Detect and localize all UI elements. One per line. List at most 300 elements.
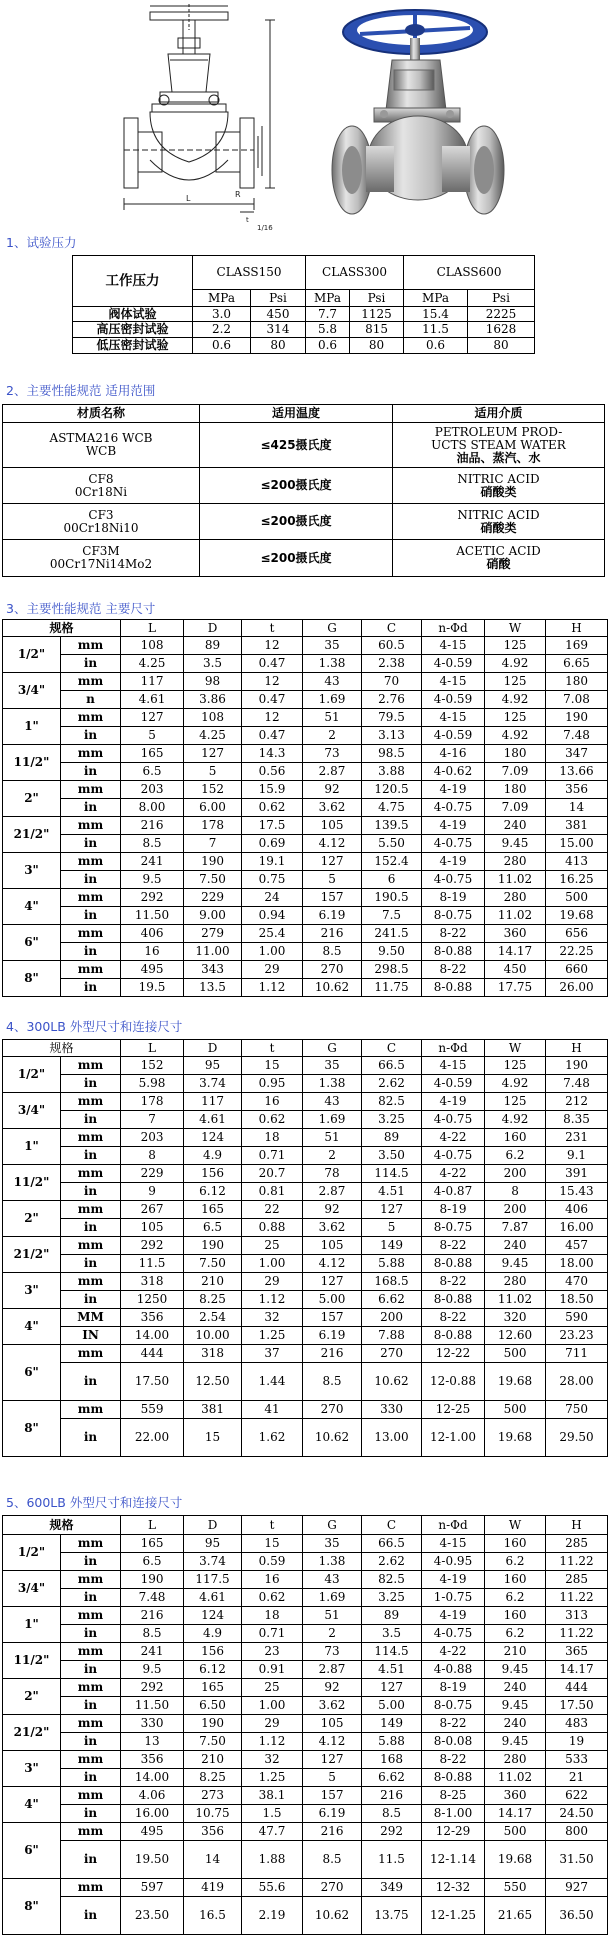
size-label: 2": [3, 1679, 61, 1715]
size-label: 11/2": [3, 1165, 61, 1201]
cell: 18.00: [546, 1255, 608, 1273]
cell: 1.38: [303, 1075, 362, 1093]
size-label: 3/4": [3, 673, 61, 709]
cell: 24.50: [546, 1805, 608, 1823]
cell: 6.19: [303, 1327, 362, 1345]
cell: 0.62: [242, 1111, 303, 1129]
cell: 7.5: [362, 907, 422, 925]
cell: 9.5: [121, 1661, 184, 1679]
unit-label: in: [61, 763, 121, 781]
cell: 5: [303, 1769, 362, 1787]
cell: 0.88: [242, 1219, 303, 1237]
cell: 21.65: [485, 1897, 546, 1935]
cell: 356: [184, 1823, 242, 1841]
cell: 8-0.08: [422, 1733, 485, 1751]
cell: 12-32: [422, 1879, 485, 1897]
cell: 51: [303, 709, 362, 727]
unit-label: in: [61, 799, 121, 817]
unit-psi: Psi: [251, 290, 306, 307]
unit-mpa: MPa: [193, 290, 251, 307]
table-row: [3, 1625, 608, 1643]
table-row: [3, 961, 608, 979]
cell: 29.50: [546, 1419, 608, 1457]
unit-label: IN: [61, 1327, 121, 1345]
table-row: [3, 1291, 608, 1309]
cell: 32: [242, 1309, 303, 1327]
cell: 4-0.87: [422, 1183, 485, 1201]
size-label: 21/2": [3, 1715, 61, 1751]
col-header-g: G: [303, 1516, 362, 1535]
cell: 216: [303, 1345, 362, 1363]
cell: 0.71: [242, 1625, 303, 1643]
row-name: 高压密封试验: [73, 322, 193, 338]
col-header-t: t: [242, 1040, 303, 1057]
cell: 11.22: [546, 1589, 608, 1607]
cell: 8-19: [422, 1679, 485, 1697]
table-row: [73, 307, 535, 322]
unit-label: mm: [61, 1237, 121, 1255]
test-pressure-table: [72, 255, 535, 354]
table-row: [3, 1879, 608, 1897]
cell: 8.35: [546, 1111, 608, 1129]
size-label: 3": [3, 1273, 61, 1309]
cell: 190: [184, 1715, 242, 1733]
cell: 750: [546, 1401, 608, 1419]
table-row: [73, 322, 535, 338]
table-row: [3, 1535, 608, 1553]
cell: 0.91: [242, 1661, 303, 1679]
cell: 5.98: [121, 1075, 184, 1093]
cell: 7.87: [485, 1219, 546, 1237]
cell: 3.50: [362, 1147, 422, 1165]
cell: 1.69: [303, 691, 362, 709]
cell: 0.59: [242, 1553, 303, 1571]
cell: 216: [121, 1607, 184, 1625]
cell: 1628: [468, 322, 535, 338]
cell: 3.25: [362, 1589, 422, 1607]
cell: 210: [184, 1273, 242, 1291]
cell: 180: [485, 781, 546, 799]
col-header-t: t: [242, 1516, 303, 1535]
cell: 559: [121, 1401, 184, 1419]
cell: 7.50: [184, 1733, 242, 1751]
table-row: [3, 709, 608, 727]
cell: 2225: [468, 307, 535, 322]
cell: 157: [303, 889, 362, 907]
cell: 280: [485, 853, 546, 871]
cell: 4.51: [362, 1183, 422, 1201]
cell: 127: [184, 745, 242, 763]
cell: 4-0.75: [422, 1625, 485, 1643]
cell: 92: [303, 1679, 362, 1697]
cell: 280: [485, 1273, 546, 1291]
cell: 4.92: [485, 1111, 546, 1129]
medium-cn: 油品、蒸汽、水: [456, 450, 541, 465]
unit-label: in: [61, 1625, 121, 1643]
cell: 14: [184, 1841, 242, 1879]
cell: 6.65: [546, 655, 608, 673]
spec-header: 规格: [3, 1040, 121, 1057]
unit-label: in: [61, 655, 121, 673]
cell: 5.88: [362, 1733, 422, 1751]
cell: 6.62: [362, 1769, 422, 1787]
cell: 9.00: [184, 907, 242, 925]
col-header-n-phi-d: n-Φd: [422, 1040, 485, 1057]
cell: 4.75: [362, 799, 422, 817]
size-label: 8": [3, 1401, 61, 1457]
cell: 35: [303, 1535, 362, 1553]
table-row: [3, 1327, 608, 1345]
unit-label: n: [61, 691, 121, 709]
cell: 8-0.88: [422, 943, 485, 961]
cell: 17.50: [546, 1697, 608, 1715]
cell: 5.50: [362, 835, 422, 853]
cell: 2.87: [303, 1661, 362, 1679]
cell: 8-0.88: [422, 1769, 485, 1787]
cell: 117: [184, 1093, 242, 1111]
cell: 12-22: [422, 1345, 485, 1363]
col-header-d: D: [184, 620, 242, 637]
cell: 8.5: [121, 1625, 184, 1643]
cell: 8-22: [422, 961, 485, 979]
cell: 800: [546, 1823, 608, 1841]
cell: 4.61: [121, 691, 184, 709]
cell: 241: [121, 853, 184, 871]
table-row: [3, 817, 608, 835]
cell: 16.00: [546, 1219, 608, 1237]
cell: 9.1: [546, 1147, 608, 1165]
cell: 4-0.75: [422, 1111, 485, 1129]
medium: PETROLEUM PROD-: [434, 424, 563, 439]
cell: 37: [242, 1345, 303, 1363]
cell: 105: [303, 817, 362, 835]
cell: 92: [303, 781, 362, 799]
cell: 13.00: [362, 1419, 422, 1457]
cell: 495: [121, 1823, 184, 1841]
col-header-d: D: [184, 1516, 242, 1535]
cell: 4-15: [422, 673, 485, 691]
cell: 7.7: [306, 307, 350, 322]
material-name: CF3: [88, 507, 114, 522]
cell: 6.2: [485, 1147, 546, 1165]
cell: 200: [362, 1309, 422, 1327]
unit-label: in: [61, 1897, 121, 1935]
cell: 240: [485, 1715, 546, 1733]
cell: 11.50: [121, 907, 184, 925]
cell: 18.50: [546, 1291, 608, 1309]
cell: 229: [184, 889, 242, 907]
cell: 8-0.75: [422, 1219, 485, 1237]
cell: 13.5: [184, 979, 242, 997]
cell: 6.2: [485, 1553, 546, 1571]
unit-label: mm: [61, 889, 121, 907]
cell: 4-0.59: [422, 727, 485, 745]
table-row: [3, 1093, 608, 1111]
valve-technical-drawing: [124, 4, 275, 212]
class150-header: CLASS150: [193, 256, 306, 290]
unit-label: mm: [61, 1607, 121, 1625]
cell: 12-0.88: [422, 1363, 485, 1401]
unit-label: in: [61, 1769, 121, 1787]
unit-label: mm: [61, 1201, 121, 1219]
cell: 125: [485, 673, 546, 691]
cell: 9.45: [485, 1661, 546, 1679]
unit-label: mm: [61, 1093, 121, 1111]
cell: 4-0.75: [422, 799, 485, 817]
cell: 660: [546, 961, 608, 979]
cell: 4-22: [422, 1643, 485, 1661]
table-row: [3, 1255, 608, 1273]
cell: 0.69: [242, 835, 303, 853]
cell: 8-22: [422, 1273, 485, 1291]
600lb-dimension-table: [2, 1515, 608, 1935]
cell: 406: [121, 925, 184, 943]
cell: 11.5: [404, 322, 468, 338]
cell: 8-22: [422, 925, 485, 943]
cell: 2.87: [303, 763, 362, 781]
cell: 190.5: [362, 889, 422, 907]
cell: 4.12: [303, 1733, 362, 1751]
cell: 8-22: [422, 1309, 485, 1327]
unit-label: mm: [61, 673, 121, 691]
cell: 4-0.59: [422, 691, 485, 709]
col-header-l: L: [121, 1040, 184, 1057]
cell: 285: [546, 1571, 608, 1589]
cell: 8.5: [362, 1805, 422, 1823]
cell: 152: [121, 1057, 184, 1075]
cell: 8-0.75: [422, 1697, 485, 1715]
size-label: 8": [3, 1879, 61, 1935]
size-label: 1/2": [3, 637, 61, 673]
table-row: [3, 943, 608, 961]
cell: 7.50: [184, 871, 242, 889]
col-header-c: C: [362, 620, 422, 637]
unit-label: in: [61, 1553, 121, 1571]
table-row: [3, 1769, 608, 1787]
cell: 22.25: [546, 943, 608, 961]
cell: 7.88: [362, 1327, 422, 1345]
cell: 149: [362, 1237, 422, 1255]
cell: 28.00: [546, 1363, 608, 1401]
col-header-h: H: [546, 1040, 608, 1057]
size-label: 21/2": [3, 817, 61, 853]
cell: 285: [546, 1535, 608, 1553]
size-label: 3/4": [3, 1571, 61, 1607]
size-label: 4": [3, 889, 61, 925]
cell: 17.50: [121, 1363, 184, 1401]
cell: 0.6: [306, 338, 350, 354]
cell: 6.62: [362, 1291, 422, 1309]
col-header-w: W: [485, 1516, 546, 1535]
medium-cn: 硝酸类: [480, 520, 517, 535]
cell: 4-0.59: [422, 655, 485, 673]
cell: 4.92: [485, 691, 546, 709]
cell: 8.25: [184, 1769, 242, 1787]
cell: 11.00: [184, 943, 242, 961]
size-label: 1": [3, 709, 61, 745]
cell: 8-19: [422, 889, 485, 907]
table-row: [3, 925, 608, 943]
cell: 32: [242, 1751, 303, 1769]
cell: 127: [303, 1273, 362, 1291]
size-label: 8": [3, 961, 61, 997]
size-label: 6": [3, 1345, 61, 1401]
cell: 4-15: [422, 1535, 485, 1553]
cell: 165: [184, 1679, 242, 1697]
cell: 139.5: [362, 817, 422, 835]
cell: 15.43: [546, 1183, 608, 1201]
drawing-label-r: R: [235, 190, 241, 199]
cell: 210: [485, 1643, 546, 1661]
cell: 203: [121, 781, 184, 799]
size-label: 11/2": [3, 745, 61, 781]
col-header-h: H: [546, 620, 608, 637]
size-label: 1": [3, 1607, 61, 1643]
cell: 470: [546, 1273, 608, 1291]
cell: 4.92: [485, 1075, 546, 1093]
unit-label: mm: [61, 709, 121, 727]
cell: 330: [362, 1401, 422, 1419]
cell: 43: [303, 1571, 362, 1589]
unit-label: in: [61, 1255, 121, 1273]
cell: 4.9: [184, 1625, 242, 1643]
unit-label: mm: [61, 1751, 121, 1769]
cell: 7.48: [121, 1589, 184, 1607]
cell: 16.5: [184, 1897, 242, 1935]
unit-label: in: [61, 835, 121, 853]
cell: 10.62: [303, 1419, 362, 1457]
cell: 4.61: [184, 1111, 242, 1129]
cell: 12: [242, 637, 303, 655]
medium-cn: 硝酸类: [480, 484, 517, 499]
table-row: [3, 1607, 608, 1625]
table-row: [3, 1345, 608, 1363]
cell: 240: [485, 1237, 546, 1255]
cell: 13: [121, 1733, 184, 1751]
cell: 6.5: [121, 763, 184, 781]
size-label: 1": [3, 1129, 61, 1165]
cell: 73: [303, 1643, 362, 1661]
cell: 14.3: [242, 745, 303, 763]
unit-label: mm: [61, 1715, 121, 1733]
cell: 313: [546, 1607, 608, 1625]
cell: 9.45: [485, 1733, 546, 1751]
table-row: [3, 1273, 608, 1291]
cell: 66.5: [362, 1057, 422, 1075]
cell: 14.17: [546, 1661, 608, 1679]
cell: 0.62: [242, 799, 303, 817]
table-row: [3, 1715, 608, 1733]
cell: 125: [485, 637, 546, 655]
cell: 92: [303, 1201, 362, 1219]
cell: 3.62: [303, 1697, 362, 1715]
cell: 5: [121, 727, 184, 745]
table-row: [3, 1697, 608, 1715]
table-row: [3, 907, 608, 925]
cell: 2.2: [193, 322, 251, 338]
section4-heading: 4、300LB 外型尺寸和连接尺寸: [6, 1019, 183, 1034]
cell: 127: [362, 1201, 422, 1219]
cell: 7.48: [546, 727, 608, 745]
cell: 0.95: [242, 1075, 303, 1093]
temperature: ≤200摄氏度: [200, 540, 393, 577]
table-row: [3, 1219, 608, 1237]
unit-label: in: [61, 1291, 121, 1309]
cell: 2.54: [184, 1309, 242, 1327]
cell: 280: [485, 1751, 546, 1769]
cell: 180: [546, 673, 608, 691]
cell: 19.68: [485, 1363, 546, 1401]
cell: 22: [242, 1201, 303, 1219]
unit-psi: Psi: [350, 290, 404, 307]
cell: 444: [121, 1345, 184, 1363]
cell: 5: [303, 871, 362, 889]
unit-label: in: [61, 727, 121, 745]
unit-label: in: [61, 1183, 121, 1201]
cell: 19.1: [242, 853, 303, 871]
cell: 16: [242, 1093, 303, 1111]
cell: 82.5: [362, 1571, 422, 1589]
size-label: 4": [3, 1787, 61, 1823]
cell: 95: [184, 1535, 242, 1553]
cell: 190: [546, 709, 608, 727]
cell: 6.2: [485, 1625, 546, 1643]
cell: 500: [546, 889, 608, 907]
table-row: [3, 637, 608, 655]
unit-label: mm: [61, 1345, 121, 1363]
cell: 165: [121, 1535, 184, 1553]
cell: 4-16: [422, 745, 485, 763]
cell: 4.25: [184, 727, 242, 745]
cell: 2: [303, 1625, 362, 1643]
cell: 8-1.00: [422, 1805, 485, 1823]
cell: 152: [184, 781, 242, 799]
table-row: [3, 745, 608, 763]
cell: 165: [121, 745, 184, 763]
table-row: [3, 1183, 608, 1201]
size-label: 4": [3, 1309, 61, 1345]
table-row: [3, 1679, 608, 1697]
cell: 5.00: [303, 1291, 362, 1309]
cell: 9.45: [485, 1255, 546, 1273]
cell: 29: [242, 1273, 303, 1291]
cell: 4-19: [422, 1607, 485, 1625]
cell: 4-15: [422, 637, 485, 655]
cell: 279: [184, 925, 242, 943]
spec-header: 规格: [3, 1516, 121, 1535]
cell: 4-22: [422, 1165, 485, 1183]
table-row: [3, 1201, 608, 1219]
size-label: 11/2": [3, 1643, 61, 1679]
cell: 7: [121, 1111, 184, 1129]
col-header-g: G: [303, 1040, 362, 1057]
cell: 165: [184, 1201, 242, 1219]
unit-label: in: [61, 1697, 121, 1715]
cell: 314: [251, 322, 306, 338]
table-row: [3, 853, 608, 871]
cell: 292: [121, 889, 184, 907]
table-row: [3, 1129, 608, 1147]
cell: 89: [184, 637, 242, 655]
cell: 9: [121, 1183, 184, 1201]
table-row: [3, 1589, 608, 1607]
cell: 47.7: [242, 1823, 303, 1841]
cell: 4-0.95: [422, 1553, 485, 1571]
cell: 108: [121, 637, 184, 655]
cell: 73: [303, 745, 362, 763]
section2-heading: 2、主要性能规范 适用范围: [6, 383, 156, 398]
cell: 6.19: [303, 1805, 362, 1823]
